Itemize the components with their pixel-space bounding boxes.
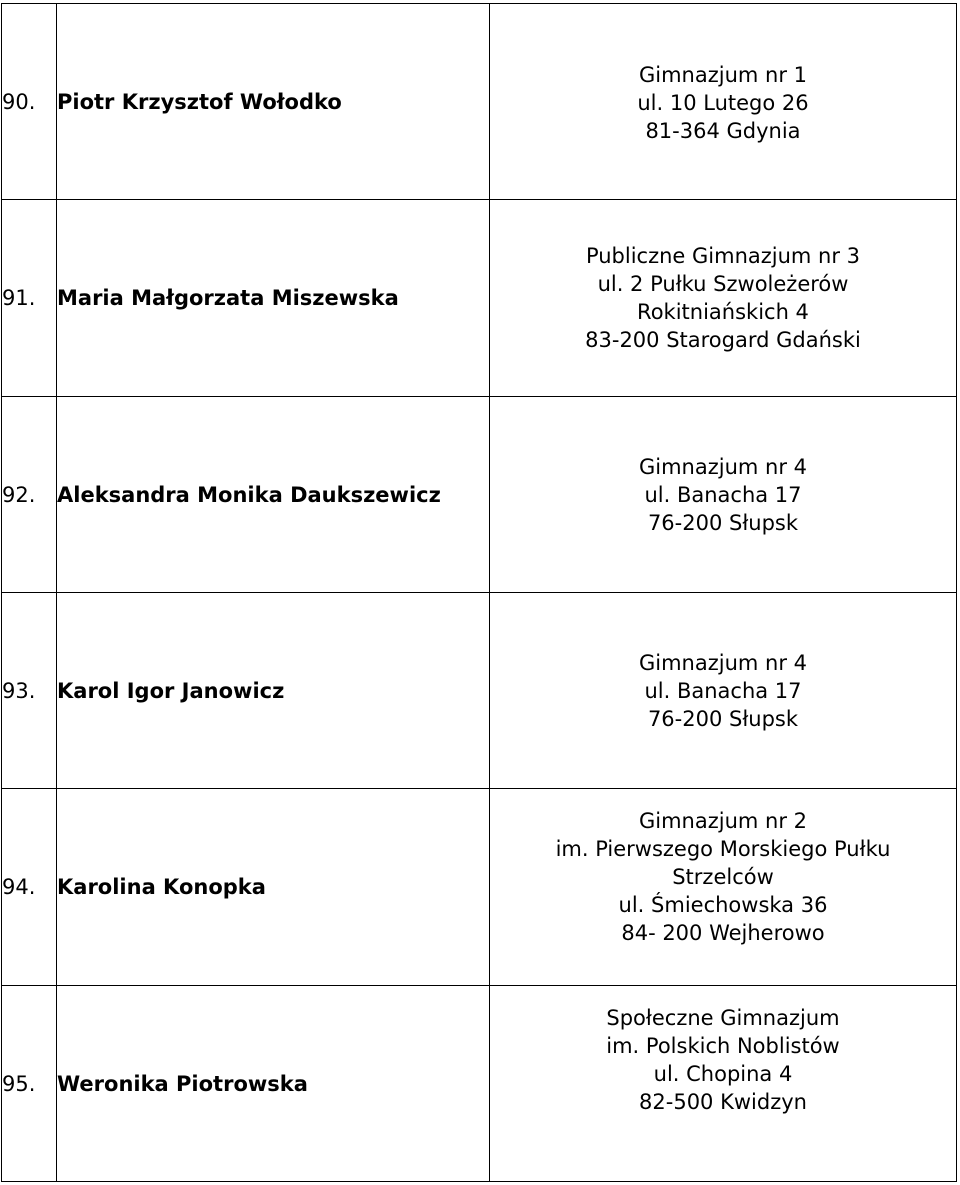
entry-school — [490, 200, 957, 397]
school-line: Strzelców — [672, 865, 774, 889]
school-line: Gimnazjum nr 4 — [638, 454, 808, 479]
school-line: 83-200 Starogard Gdański — [585, 328, 861, 352]
entry-name: Karol Igor Janowicz — [57, 593, 490, 789]
entry-school — [490, 789, 957, 986]
school-line: ul. Chopina 4 — [653, 1061, 793, 1086]
school-line: Publiczne Gimnazjum nr 3 — [585, 244, 861, 268]
entry-name: Aleksandra Monika Daukszewicz — [57, 397, 490, 593]
school-line: im. Polskich Noblistów — [606, 1033, 840, 1058]
table-row — [2, 593, 957, 789]
table-row — [2, 789, 957, 986]
school-line: 82-500 Kwidzyn — [639, 1089, 807, 1114]
school-line: 81-364 Gdynia — [645, 118, 801, 143]
entry-school — [490, 593, 957, 789]
entry-number: 92. — [2, 397, 57, 593]
entry-number: 94. — [2, 789, 57, 986]
school-line: ul. 10 Lutego 26 — [637, 90, 809, 115]
table-row — [2, 4, 957, 200]
table-row — [2, 397, 957, 593]
entry-number: 95. — [2, 986, 57, 1182]
school-line: im. Pierwszego Morskiego Pułku — [555, 837, 891, 861]
entry-number: 90. — [2, 4, 57, 200]
school-line: 84- 200 Wejherowo — [621, 921, 825, 945]
school-line: ul. 2 Pułku Szwoleżerów — [597, 272, 849, 296]
school-line: Rokitniańskich 4 — [637, 300, 809, 324]
school-line: Społeczne Gimnazjum — [606, 1005, 840, 1030]
school-line: ul. Śmiechowska 36 — [618, 893, 828, 917]
school-line: ul. Banacha 17 — [644, 678, 802, 703]
entry-school — [490, 4, 957, 200]
school-line: ul. Banacha 17 — [644, 482, 802, 507]
entry-school — [490, 397, 957, 593]
entry-name: Karolina Konopka — [57, 789, 490, 986]
school-line: Gimnazjum nr 2 — [638, 809, 808, 833]
school-line: Gimnazjum nr 4 — [638, 650, 808, 675]
school-line: Gimnazjum nr 1 — [638, 62, 808, 87]
entry-number: 93. — [2, 593, 57, 789]
roster-table — [1, 3, 957, 1182]
school-line: 76-200 Słupsk — [647, 706, 799, 731]
table-row — [2, 986, 957, 1182]
entry-school — [490, 986, 957, 1182]
entry-name: Weronika Piotrowska — [57, 986, 490, 1182]
entry-number: 91. — [2, 200, 57, 397]
table-row — [2, 200, 957, 397]
entry-name: Maria Małgorzata Miszewska — [57, 200, 490, 397]
entry-name: Piotr Krzysztof Wołodko — [57, 4, 490, 200]
school-line: 76-200 Słupsk — [647, 510, 799, 535]
